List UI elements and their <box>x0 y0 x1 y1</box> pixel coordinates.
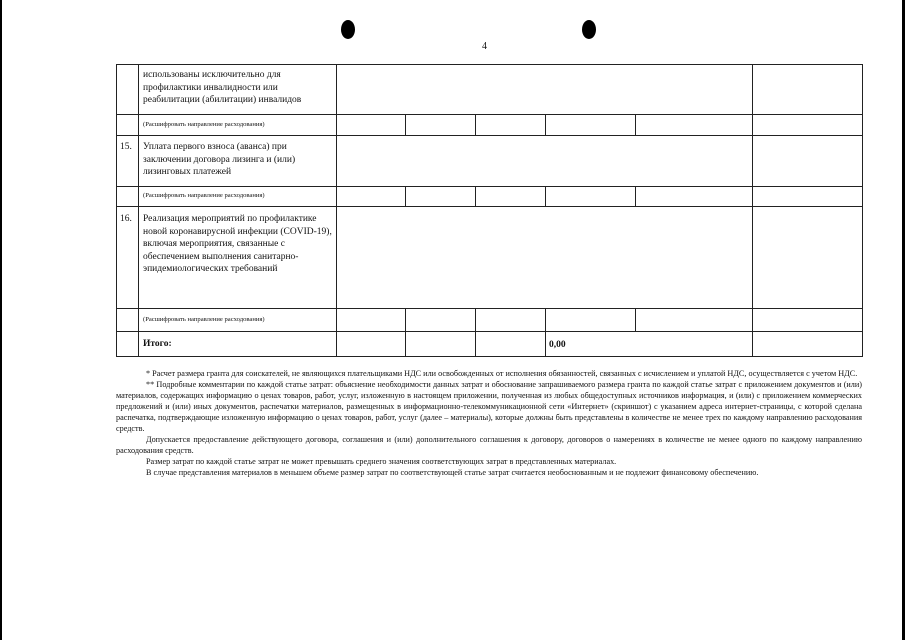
note-insufficient-materials: В случае представления материалов в меньшем объеме размер затрат по соответствующей статье затрат считается необоснованным и не подлежит финансовому обеспечению. <box>146 468 759 477</box>
row-note: (Расшифровать направление расходования) <box>143 316 265 323</box>
row-note: (Расшифровать направление расходования) <box>143 121 265 128</box>
row-number: 15. <box>120 142 132 152</box>
row-note: (Расшифровать направление расходования) <box>143 192 265 199</box>
note-contracts: Допускается предоставление действующего договора, соглашения и (или) дополнительного соглашения к договору, договоров о намерениях в количестве не менее одного по каждому направлению расходования средств. <box>116 435 862 455</box>
footnote-comments: ** Подробные комментарии по каждой статье затрат: объяснение необходимости данных затрат и обоснование запрашиваемого размера гранта по каждой статье затрат с приложением документов и (или) материалов, содержащих информацию о ценах товаров, работ, услуг, изложенную в настоящем приложении, полученная из любых общедоступных источников информация, и (или) с приложением коммерческих предложений и (или) иных документов, распечатки материалов, размещенных в информационно-телекоммуникационной сети «Интернет» (скриншот) с указанием адреса интернет-страницы, с которой сделана распечатка, подтверждающие изложенную информацию о ценах товаров, работ, услуг (далее – материалы), которые должны быть представлены в количестве не менее трех по каждому направлению расходования средств. <box>116 380 862 433</box>
page-number: 4 <box>482 41 487 52</box>
total-label: Итого: <box>143 339 172 349</box>
total-value: 0,00 <box>549 340 566 350</box>
footnotes <box>116 368 862 478</box>
row-label: Уплата первого взноса (аванса) при заключении договора лизинга и (или) лизинговых платежей <box>143 142 296 177</box>
row-label: Реализация мероприятий по профилактике новой коронавирусной инфекции (COVID-19), включая мероприятия, связанные с обеспечением выполнения санитарно-эпидемиологических требований <box>143 214 332 274</box>
row-number: 16. <box>120 214 132 224</box>
row-label: использованы исключительно для профилактики инвалидности или реабилитации (абилитации) инвалидов <box>143 70 302 105</box>
footnote-vat: * Расчет размера гранта для соискателей, не являющихся плательщиками НДС или освобожденных от исполнения обязанностей, связанных с исчислением и уплатой НДС, осуществляется с учетом НДС. <box>146 369 858 378</box>
note-cost-limit: Размер затрат по каждой статье затрат не может превышать среднего значения соответствующих затрат в представленных материалах. <box>146 457 617 466</box>
